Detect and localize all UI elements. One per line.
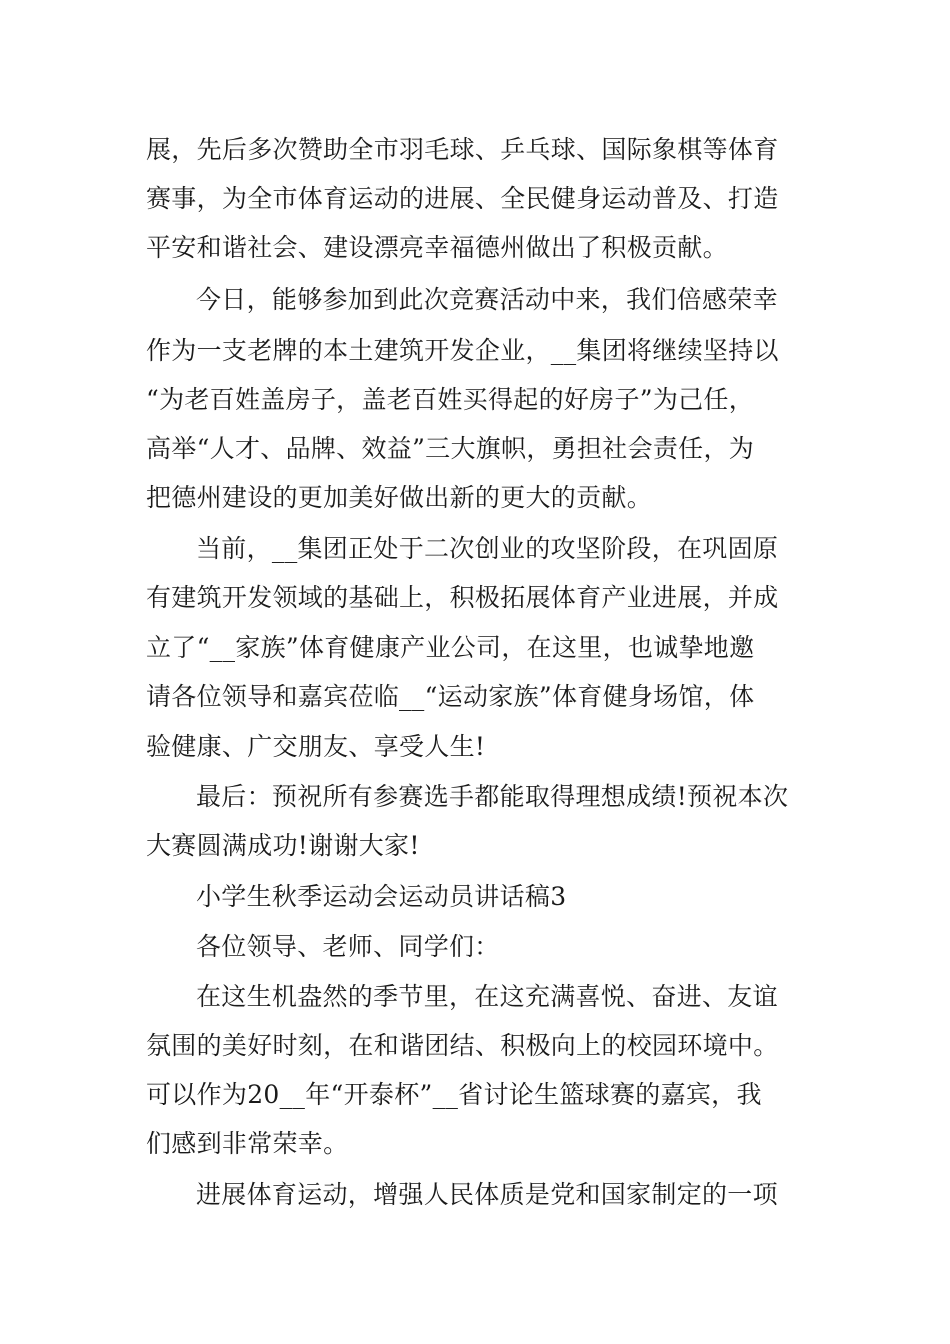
text-line: 把德州建设的更加美好做出新的更大的贡献。 <box>146 483 653 512</box>
text-line: 今日，能够参加到此次竞赛活动中来，我们倍感荣幸 <box>196 285 778 314</box>
text-line: “为老百姓盖房子，盖老百姓买得起的好房子”为己任， <box>146 385 755 414</box>
text-line: 高举“人才、品牌、效益”三大旗帜，勇担社会责任，为 <box>146 434 755 463</box>
text-line: 当前，__集团正处于二次创业的攻坚阶段，在巩固原 <box>196 534 779 563</box>
text-line: 可以作为20__年“开泰杯”__省讨论生篮球赛的嘉宾，我 <box>146 1080 762 1109</box>
text-line: 们感到非常荣幸。 <box>146 1129 349 1158</box>
text-line: 请各位领导和嘉宾莅临__“运动家族”体育健身场馆，体 <box>146 682 755 711</box>
text-line: 验健康、广交朋友、享受人生! <box>146 732 486 761</box>
text-line: 小学生秋季运动会运动员讲话稿3 <box>196 882 567 911</box>
text-line: 各位领导、老师、同学们： <box>196 932 500 961</box>
text-line: 平安和谐社会、建设漂亮幸福德州做出了积极贡献。 <box>146 233 728 262</box>
text-line: 在这生机盎然的季节里，在这充满喜悦、奋进、友谊 <box>196 982 778 1011</box>
text-line: 氛围的美好时刻，在和谐团结、积极向上的校园环境中。 <box>146 1031 779 1060</box>
text-line: 展，先后多次赞助全市羽毛球、乒乓球、国际象棋等体育 <box>146 135 779 164</box>
text-line: 立了“__家族”体育健康产业公司，在这里，也诚挚地邀 <box>146 633 755 662</box>
text-line: 大赛圆满成功!谢谢大家! <box>146 831 420 860</box>
text-line: 作为一支老牌的本土建筑开发企业，__集团将继续坚持以 <box>146 336 779 365</box>
text-line: 进展体育运动，增强人民体质是党和国家制定的一项 <box>196 1180 778 1209</box>
text-line: 最后：预祝所有参赛选手都能取得理想成绩!预祝本次 <box>196 782 789 811</box>
text-line: 有建筑开发领域的基础上，积极拓展体育产业进展，并成 <box>146 583 779 612</box>
text-line: 赛事，为全市体育运动的进展、全民健身运动普及、打造 <box>146 184 779 213</box>
